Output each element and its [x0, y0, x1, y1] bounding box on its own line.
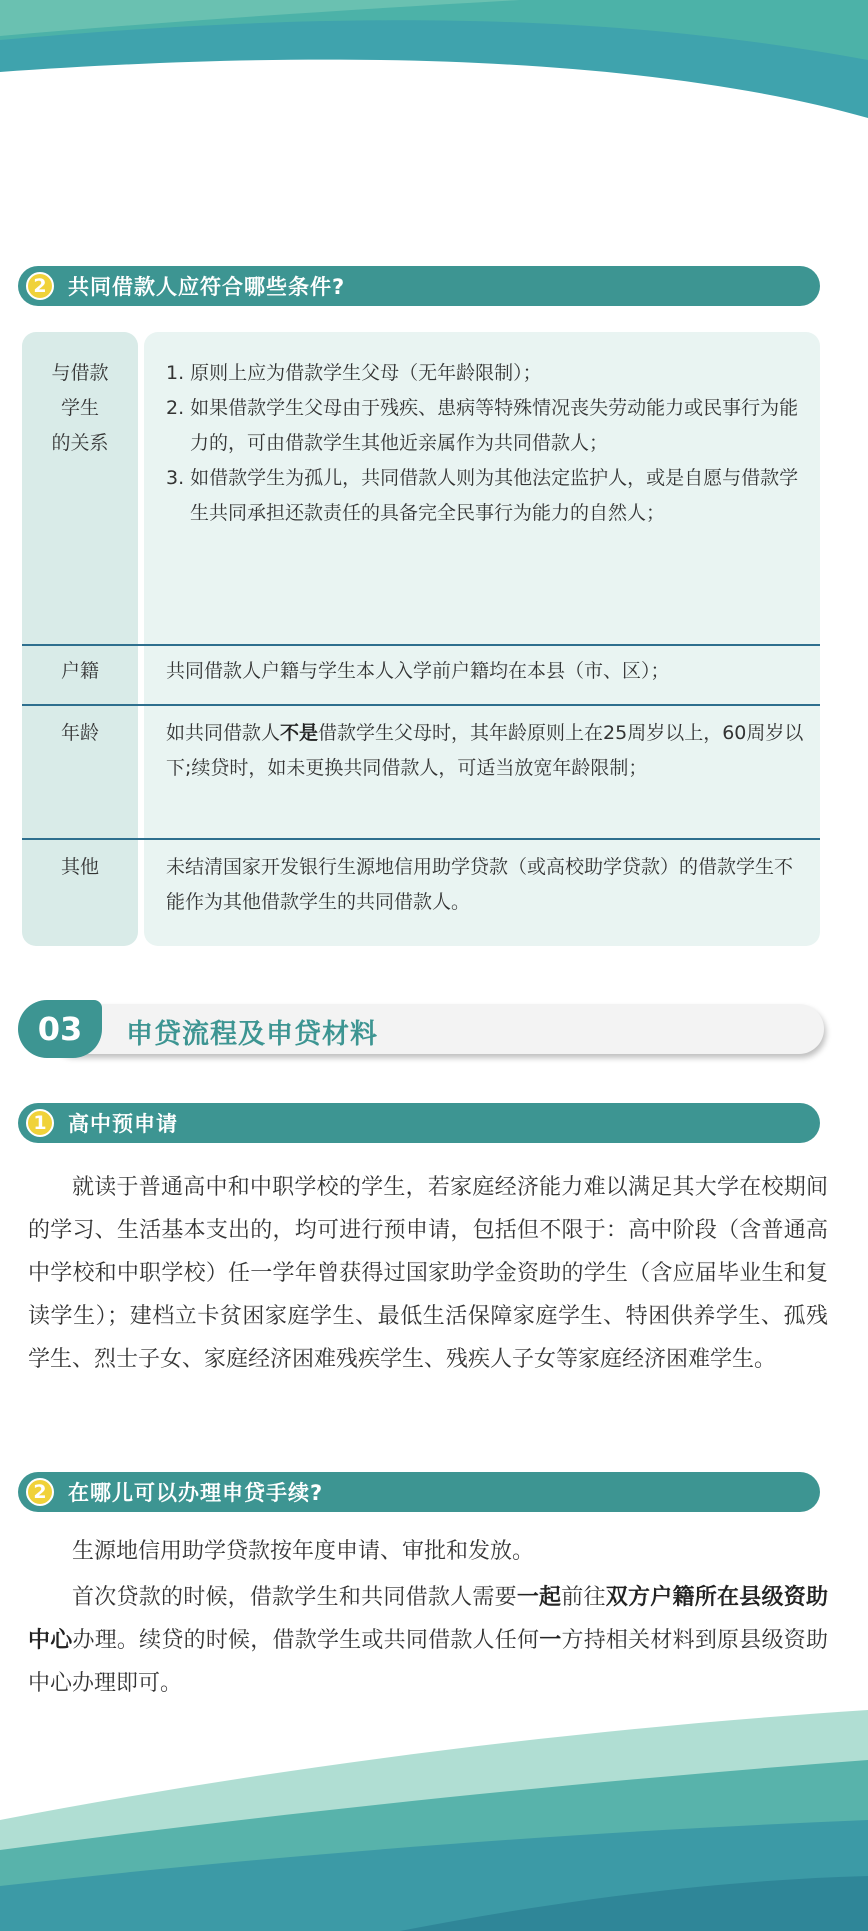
text-run: 前往	[561, 1585, 606, 1610]
age-text-bold: 不是	[280, 722, 319, 744]
co-borrower-conditions-table	[22, 332, 820, 946]
section-header-pre-apply	[18, 1103, 820, 1143]
table-row-age	[22, 716, 820, 836]
section-header-where	[18, 1472, 820, 1512]
section-title: 在哪儿可以办理申贷手续?	[68, 1481, 324, 1505]
section-header-co-borrower	[18, 266, 820, 306]
row-divider	[22, 644, 820, 646]
where-paragraph-2	[28, 1576, 828, 1705]
condition-item: 3. 如借款学生为孤儿，共同借款人则为其他法定监护人，或是自愿与借款学生共同承担还款责任的具备完全民事行为能力的自然人；	[166, 467, 799, 524]
row-value: 未结清国家开发银行生源地信用助学贷款（或高校助学贷款）的借款学生不能作为其他借款学生的共同借款人。	[166, 856, 794, 913]
row-value	[166, 356, 806, 531]
row-label: 其他	[60, 856, 99, 878]
section-title: 共同借款人应符合哪些条件?	[68, 275, 346, 299]
table-row-other	[22, 850, 820, 930]
section-number-badge: 2	[26, 272, 54, 300]
row-label: 年龄	[60, 722, 99, 744]
age-text-after: 借款学生父母时，其年龄原则上在25周岁以上，60周岁以下;续贷时，如未更换共同借款人，可适当放宽年龄限制；	[166, 722, 804, 779]
section-number-badge: 2	[26, 1478, 54, 1506]
row-value	[166, 716, 806, 786]
row-label: 户籍	[60, 660, 99, 682]
chapter-banner-03	[18, 1000, 824, 1058]
bold-run: 一起	[516, 1585, 562, 1610]
bold-run: 一	[539, 1628, 562, 1653]
section-number-badge: 1	[26, 1109, 54, 1137]
age-text-before: 如共同借款人	[166, 722, 281, 744]
section-title: 高中预申请	[68, 1112, 178, 1136]
text-run: 办理。续贷的时候，借款学生或共同借款人任何	[72, 1628, 540, 1653]
pre-apply-paragraph: 就读于普通高中和中职学校的学生，若家庭经济能力难以满足其大学在校期间的学习、生活基本支出的，均可进行预申请，包括但不限于：高中阶段（含普通高中学校和中职学校）任一学年曾获得过国家助学金资助的学生（含应届毕业生和复读学生）；建档立卡贫困家庭学生、最低生活保障家庭学生、特困供养学生、孤残学生、烈士子女、家庭经济困难残疾学生、残疾人子女等家庭经济困难学生。	[28, 1175, 828, 1372]
where-paragraph-1: 生源地信用助学贷款按年度申请、审批和发放。	[72, 1539, 535, 1564]
text-run: 首次贷款的时候，借款学生和共同借款人需要	[72, 1585, 517, 1610]
chapter-title: 申贷流程及申贷材料	[126, 1019, 378, 1050]
condition-item: 2. 如果借款学生父母由于残疾、患病等特殊情况丧失劳动能力或民事行为能力的，可由借款学生其他近亲属作为共同借款人；	[166, 397, 799, 454]
bottom-wave-decoration	[0, 1700, 868, 1931]
condition-item: 1. 原则上应为借款学生父母（无年龄限制）；	[166, 362, 542, 384]
top-wave-decoration	[0, 0, 868, 140]
row-label: 与借款 学生 的关系	[51, 362, 109, 454]
table-row-relationship	[22, 356, 820, 644]
row-divider	[22, 838, 820, 840]
chapter-number: 03	[18, 1000, 102, 1058]
bold-run: 双方户籍所在县级资助中心	[28, 1585, 828, 1653]
text-run: 方持相关材料到原县级资助中心办理即可。	[28, 1628, 828, 1696]
row-divider	[22, 704, 820, 706]
table-row-household	[22, 654, 820, 704]
row-value: 共同借款人户籍与学生本人入学前户籍均在本县（市、区）；	[166, 660, 670, 682]
